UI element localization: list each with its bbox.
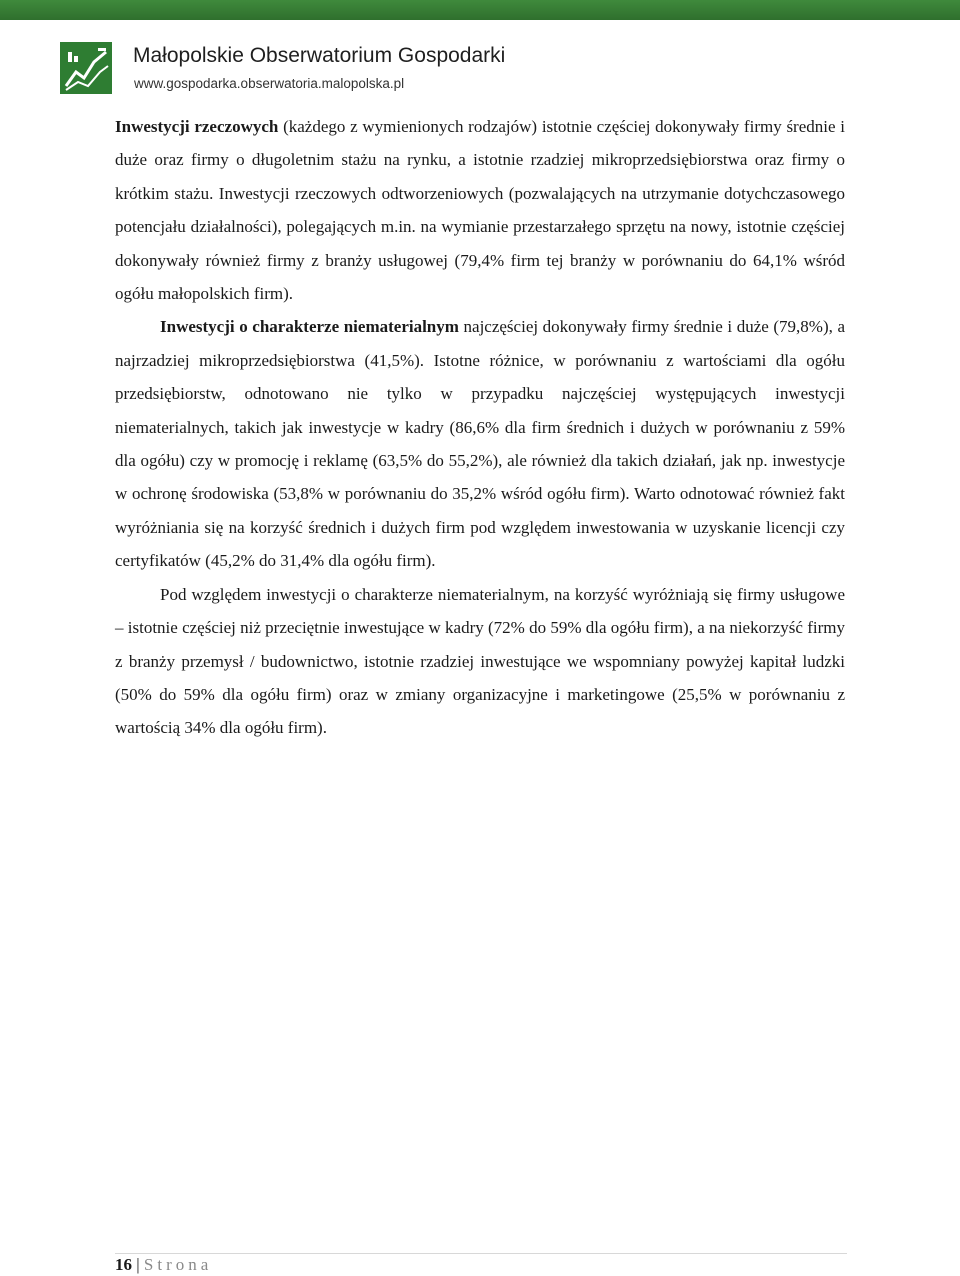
- page-footer: [115, 1255, 212, 1275]
- bold-lead-intangible: Inwestycji o charakterze niematerialnym: [160, 317, 459, 337]
- page-word: Strona: [143, 1255, 213, 1274]
- paragraph-material-investments: [115, 110, 845, 310]
- paragraph-sector-comparison: Pod względem inwestycji o charakterze niematerialnym, na korzyść wyróżniają się firmy usługowe – istotnie częściej niż przeciętnie inwestujące w kadry (72% do 59% dla ogółu firm), a na niekorzyść firmy z branży przemysł / budownictwo, istotnie rzadziej inwestujące we wspomniany powyżej kapitał ludzki (50% do 59% dla ogółu firm) oraz w zmiany organizacyjne i marketingowe (25,5% w porównaniu z wartością 34% dla ogółu firm).: [115, 584, 845, 738]
- page-number: 16: [115, 1255, 132, 1274]
- page-header: [60, 40, 920, 102]
- growth-chart-logo-icon: [60, 42, 112, 94]
- paragraph-intangible-investments: [115, 310, 845, 577]
- organization-url[interactable]: www.gospodarka.obserwatoria.malopolska.pl: [134, 76, 405, 91]
- organization-title: Małopolskie Obserwatorium Gospodarki: [133, 44, 506, 67]
- footer-divider: [115, 1253, 847, 1254]
- document-body: [115, 110, 845, 745]
- footer-separator: |: [132, 1255, 144, 1274]
- paragraph-text: (każdego z wymienionych rodzajów) istotnie częściej dokonywały firmy średnie i duże oraz firmy o długoletnim stażu na rynku, a istotnie rzadziej mikroprzedsiębiorstwa oraz firmy o krótkim stażu. Inwestycji rzeczowych odtworzeniowych (pozwalających na utrzymanie dotychczasowego potencjału działalności), polegających m.in. na wymianie przestarzałego sprzętu na nowy, istotnie częściej dokonywały również firmy z branży usługowej (79,4% firm tej branży w porównaniu do 64,1% wśród ogółu małopolskich firm).: [115, 117, 845, 304]
- bold-lead-material: Inwestycji rzeczowych: [115, 117, 279, 136]
- paragraph-text: najczęściej dokonywały firmy średnie i duże (79,8%), a najrzadziej mikroprzedsiębiorstwa (41,5%). Istotne różnice, w porównaniu z wartościami dla ogółu przedsiębiorstw, odnotowano nie tylko w przypadku najczęściej występujących inwestycji niematerialnych, takich jak inwestycje w kadry (86,6% dla firm średnich i dużych w porównaniu z 59% dla ogółu) czy w promocję i reklamę (63,5% do 55,2%), ale również dla takich działań, jak np. inwestycje w ochronę środowiska (53,8% w porównaniu do 35,2% wśród ogółu firm). Warto odnotować również fakt wyróżniania się na korzyść średnich i dużych firm pod względem inwestowania w uzyskanie licencji czy certyfikatów (45,2% do 31,4% dla ogółu firm).: [115, 317, 846, 571]
- header-band: [0, 0, 960, 20]
